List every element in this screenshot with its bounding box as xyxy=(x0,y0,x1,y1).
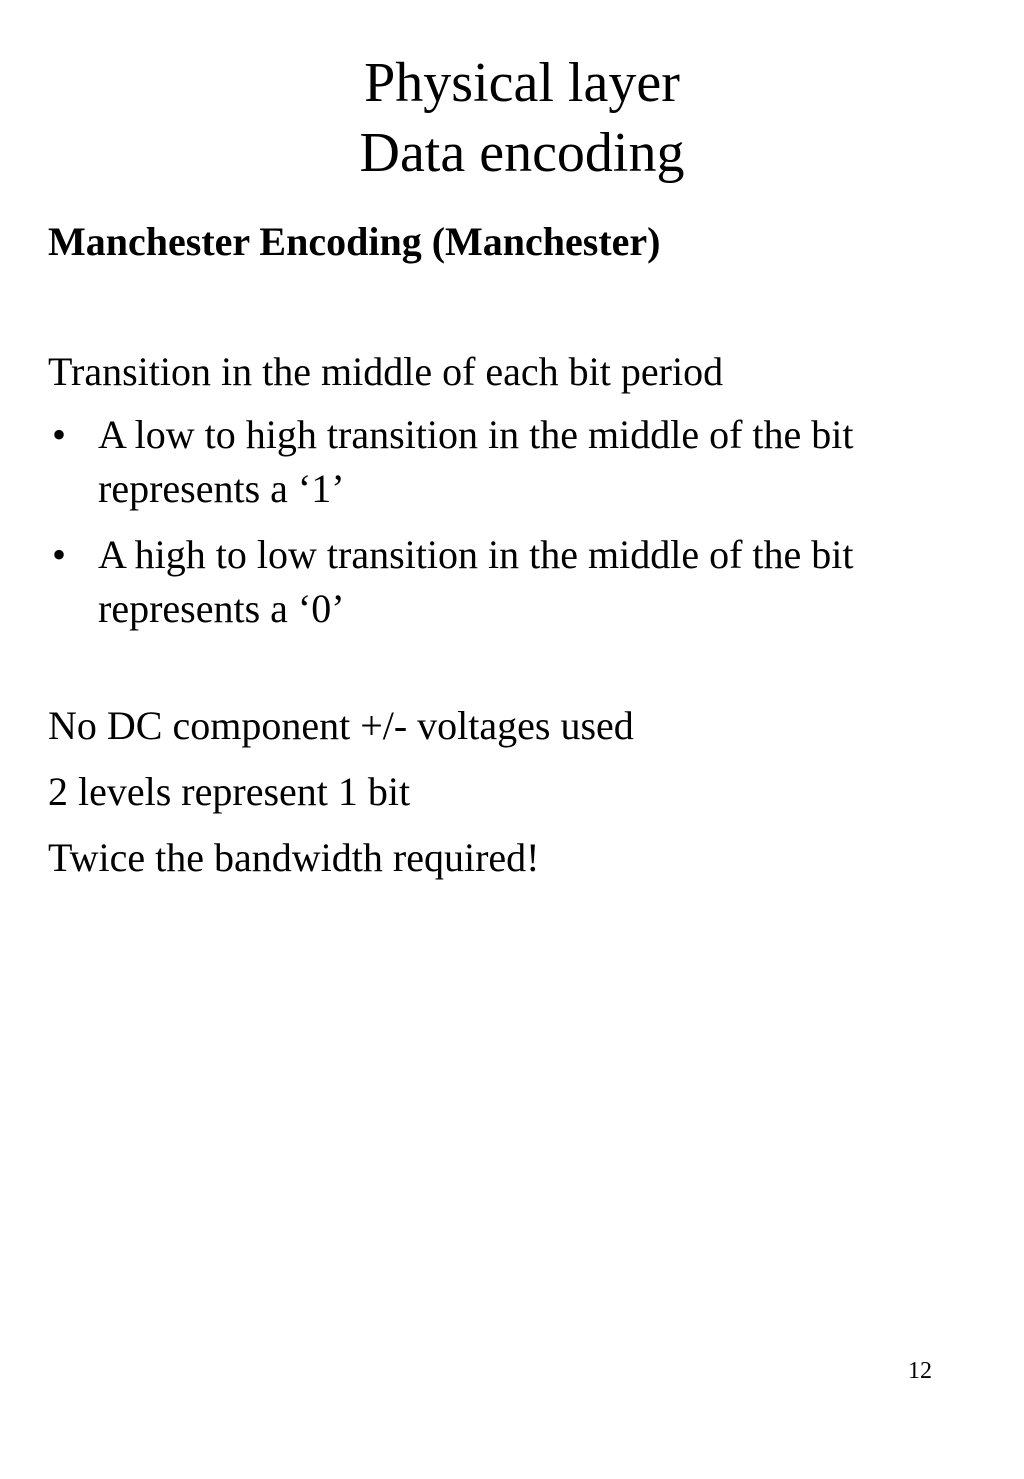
bullet-text-2: A high to low transition in the middle of the bit represents a ‘0’ xyxy=(98,532,854,631)
slide-body xyxy=(48,214,978,884)
section-heading: Manchester Encoding (Manchester) xyxy=(48,219,661,264)
spacer xyxy=(48,648,978,700)
bullet-mark-1: • xyxy=(52,412,67,457)
bullet-item-2 xyxy=(48,528,978,636)
point-1: No DC component +/- voltages used xyxy=(48,703,634,748)
point-2: 2 levels represent 1 bit xyxy=(48,769,411,814)
slide-title xyxy=(0,48,1024,188)
bullet-text-1: A low to high transition in the middle of the bit represents a ‘1’ xyxy=(98,412,854,511)
bullet-item-1 xyxy=(48,408,978,516)
page-number: 12 xyxy=(908,1358,932,1384)
intro-text: Transition in the middle of each bit period xyxy=(48,349,724,394)
point-3: Twice the bandwidth required! xyxy=(48,835,540,880)
title-line-1: Physical layer xyxy=(364,52,680,114)
bullet-list xyxy=(48,408,978,636)
title-line-2: Data encoding xyxy=(359,122,685,184)
bullet-mark-2: • xyxy=(52,532,67,577)
